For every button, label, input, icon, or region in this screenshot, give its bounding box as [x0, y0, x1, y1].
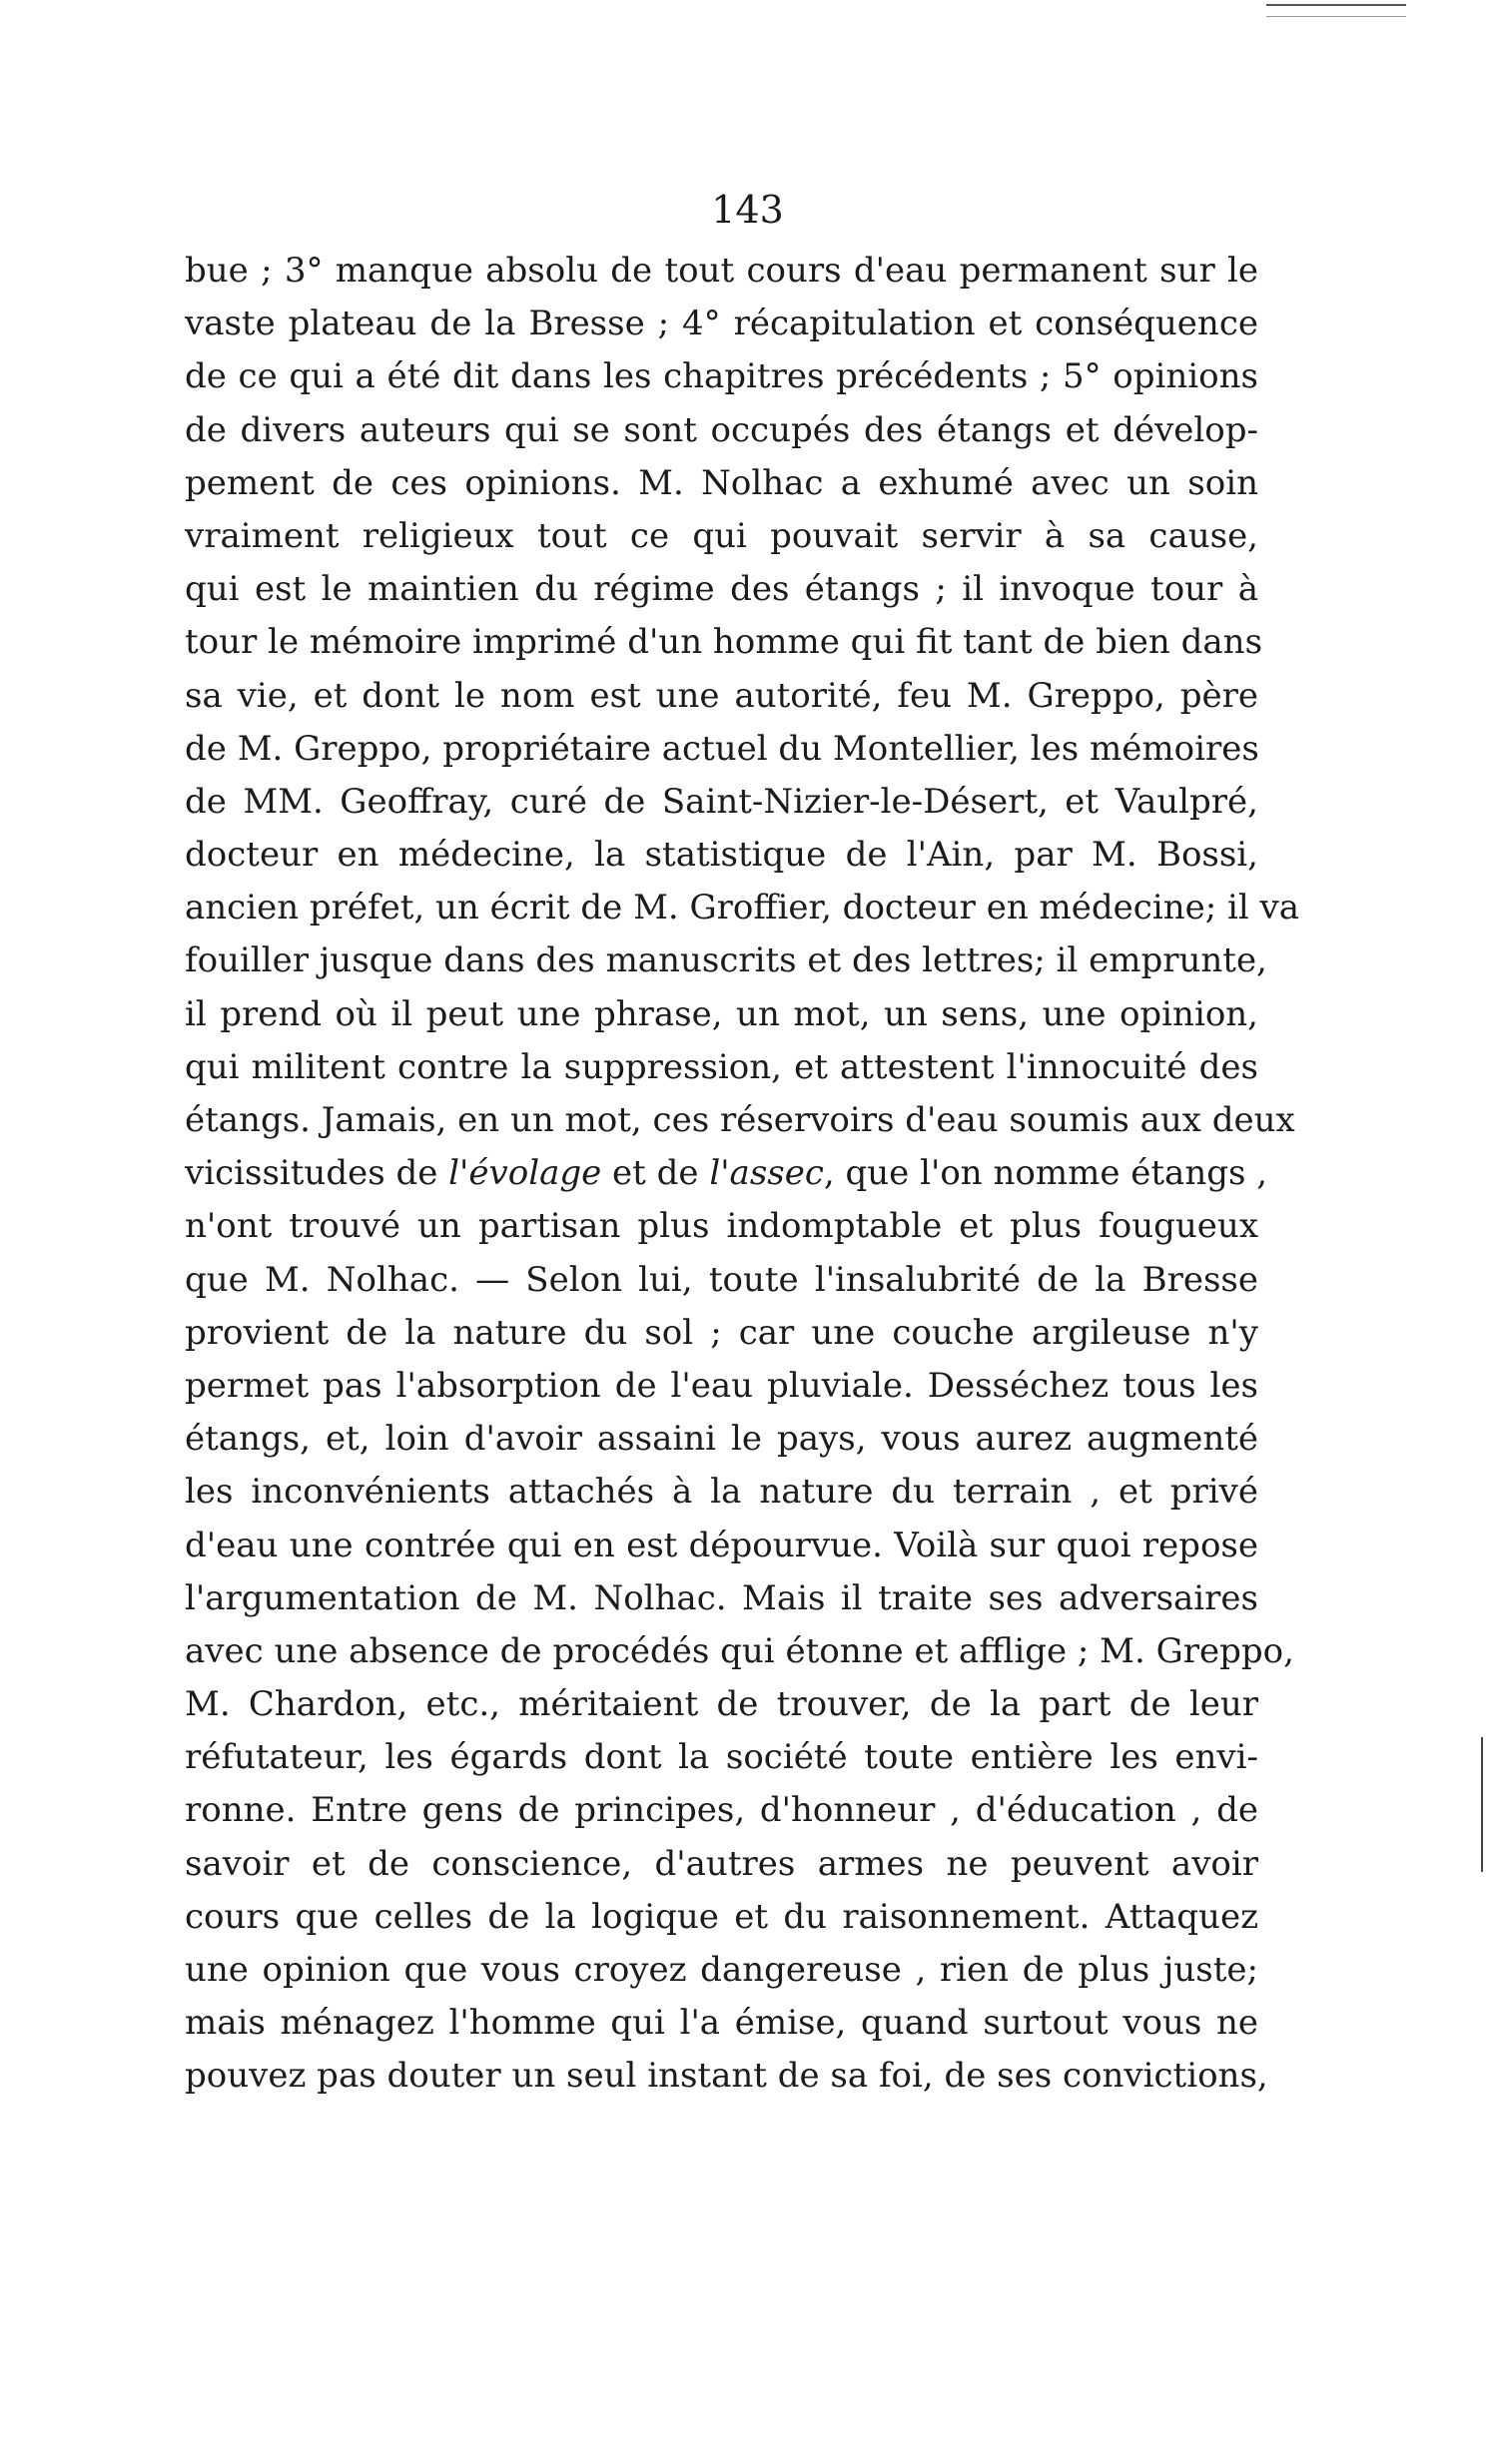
- text-line: de MM. Geoffray, curé de Saint-Nizier-le-Désert, et Vaulpré,: [185, 781, 1258, 822]
- text-line: n'ont trouvé un partisan plus indomptable et plus fougueux: [185, 1206, 1258, 1247]
- text-line: l'argumentation de M. Nolhac. Mais il traite ses adversaires: [185, 1577, 1258, 1618]
- text-line: cours que celles de la logique et du raisonnement. Attaquez: [185, 1896, 1258, 1937]
- text-line: savoir et de conscience, d'autres armes ne peuvent avoir: [185, 1843, 1258, 1884]
- text-line: que M. Nolhac. — Selon lui, toute l'insalubrité de la Bresse: [185, 1259, 1258, 1300]
- text-line: mais ménagez l'homme qui l'a émise, quand surtout vous ne: [185, 2003, 1258, 2044]
- text-line: réfutateur, les égards dont la société toute entière les envi-: [185, 1737, 1258, 1778]
- text-line: vraiment religieux tout ce qui pouvait servir à sa cause,: [185, 515, 1258, 556]
- text-run: , que l'on nomme étangs ,: [823, 1153, 1268, 1194]
- text-line: qui est le maintien du régime des étangs ; il invoque tour à: [185, 569, 1258, 610]
- scan-edge-mark: [1266, 4, 1406, 6]
- text-line: avec une absence de procédés qui étonne et afflige ; M. Greppo,: [185, 1630, 1294, 1671]
- text-line: vaste plateau de la Bresse ; 4° récapitulation et conséquence: [185, 304, 1258, 344]
- italic-term: l'assec: [709, 1153, 824, 1194]
- text-line: qui militent contre la suppression, et attestent l'innocuité des: [185, 1046, 1258, 1087]
- text-line: provient de la nature du sol ; car une couche argileuse n'y: [185, 1312, 1258, 1353]
- text-line: pouvez pas douter un seul instant de sa foi, de ses convictions,: [185, 2056, 1268, 2097]
- body-text: [185, 245, 1300, 2104]
- text-line: étangs, et, loin d'avoir assaini le pays, vous aurez augmenté: [185, 1419, 1258, 1460]
- text-line: de M. Greppo, propriétaire actuel du Montellier, les mémoires: [185, 728, 1259, 769]
- text-line-with-italics: [185, 1147, 1268, 1200]
- text-line: M. Chardon, etc., méritaient de trouver, de la part de leur: [185, 1684, 1258, 1725]
- italic-term: l'évolage: [448, 1153, 602, 1194]
- scan-edge-mark-secondary: [1266, 16, 1406, 17]
- text-line: les inconvénients attachés à la nature du terrain , et privé: [185, 1472, 1258, 1513]
- text-line: pement de ces opinions. M. Nolhac a exhumé avec un soin: [185, 462, 1258, 503]
- text-line: d'eau une contrée qui en est dépourvue. Voilà sur quoi repose: [185, 1525, 1258, 1565]
- text-line: ancien préfet, un écrit de M. Groffier, docteur en médecine; il va: [185, 888, 1300, 928]
- text-line: fouiller jusque dans des manuscrits et des lettres; il emprunte,: [185, 940, 1267, 981]
- text-line: ronne. Entre gens de principes, d'honneur , d'éducation , de: [185, 1790, 1258, 1831]
- text-line: de ce qui a été dit dans les chapitres précédents ; 5° opinions: [185, 356, 1258, 397]
- text-line: permet pas l'absorption de l'eau pluviale. Desséchez tous les: [185, 1365, 1258, 1406]
- text-run: et de: [601, 1153, 710, 1194]
- scan-margin-mark: [1481, 1737, 1483, 1872]
- text-run: vicissitudes de: [185, 1153, 449, 1194]
- text-line: docteur en médecine, la statistique de l'Ain, par M. Bossi,: [185, 835, 1258, 876]
- text-line: de divers auteurs qui se sont occupés des étangs et dévelop-: [185, 409, 1258, 450]
- text-line: il prend où il peut une phrase, un mot, un sens, une opinion,: [185, 993, 1258, 1034]
- page-number: 143: [711, 188, 784, 232]
- text-line: bue ; 3° manque absolu de tout cours d'eau permanent sur le: [185, 251, 1258, 291]
- text-line: étangs. Jamais, en un mot, ces réservoirs d'eau soumis aux deux: [185, 1100, 1295, 1140]
- text-line: tour le mémoire imprimé d'un homme qui fit tant de bien dans: [185, 622, 1263, 663]
- text-line: une opinion que vous croyez dangereuse , rien de plus juste;: [185, 1950, 1258, 1990]
- text-line: sa vie, et dont le nom est une autorité, feu M. Greppo, père: [185, 675, 1258, 716]
